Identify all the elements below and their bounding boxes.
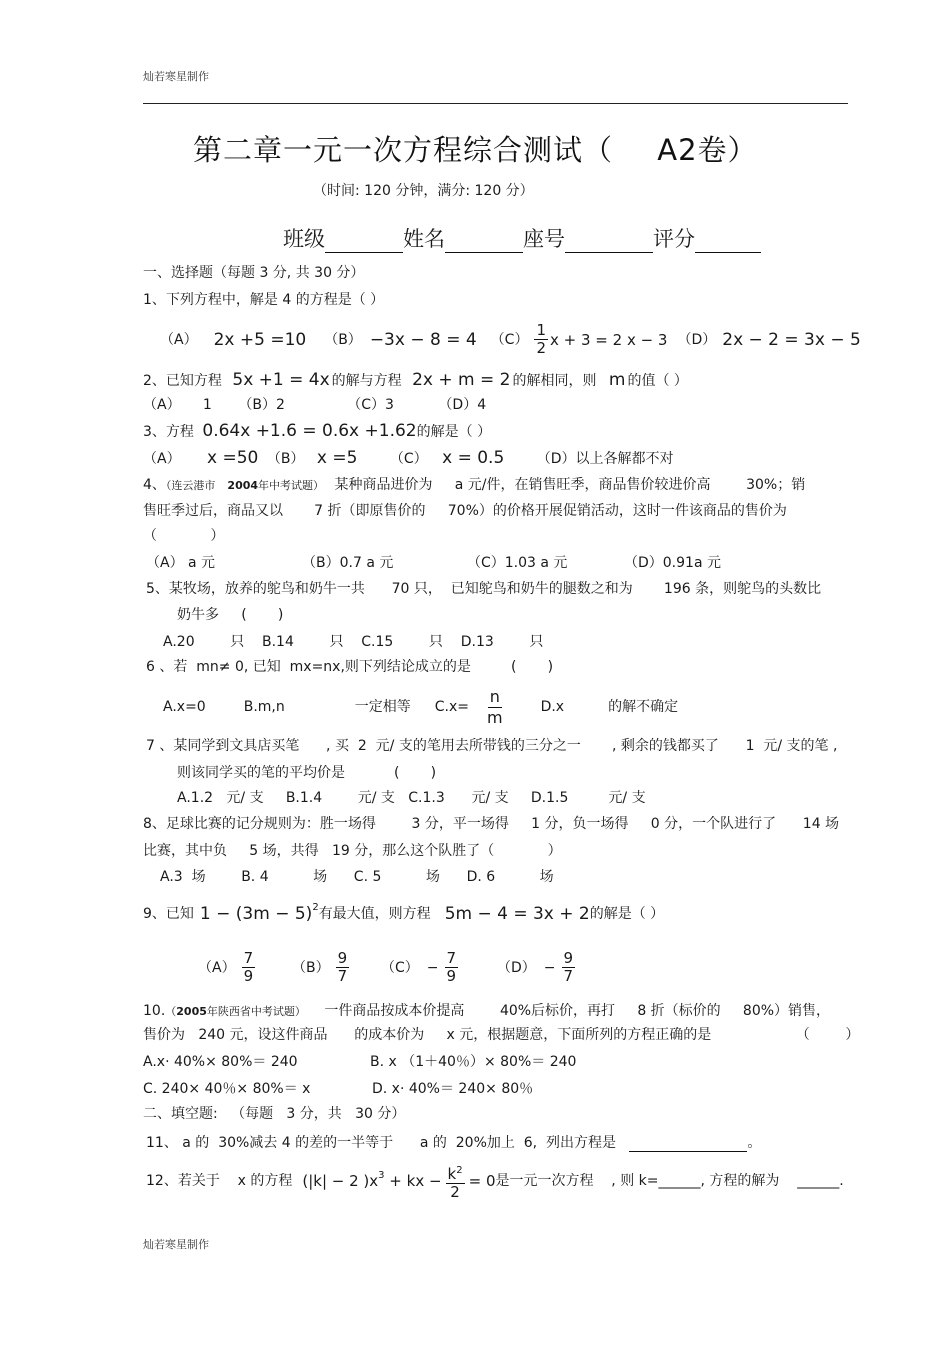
q12-expression-1: (|k| − 2 )x	[302, 1172, 379, 1190]
q3-b-label: （B）	[266, 451, 305, 467]
q10-option-a: A.x· 40%× 80%＝ 240	[143, 1054, 298, 1070]
q1-c-equation: x + 3 = 2 x − 3	[550, 330, 668, 349]
q6-option-d-text: 的解不确定	[608, 699, 679, 715]
q2-options: （A） 1 （B）2 （C）3 （D）4	[143, 397, 487, 413]
q1-c-denominator: 2	[536, 339, 546, 357]
q7-line-2: 则该同学买的笔的平均价是 ( )	[177, 765, 437, 781]
q1-d-equation: 2x − 2 = 3x − 5	[722, 329, 861, 350]
q12-text-1: 12、若关于 x 的方程	[146, 1173, 293, 1189]
q4-line-3: （ ）	[143, 528, 225, 544]
seat-label: 座号	[523, 227, 565, 251]
q10-source-2: 年陕西省中考试题）	[206, 1005, 306, 1018]
page-title	[193, 128, 758, 169]
q4-text-1: 某种商品进价为 a 元/件，在销售旺季，商品售价较进价高 30%；销	[334, 477, 806, 493]
q9-exponent: 2	[312, 902, 319, 913]
q4-source-year: 2004	[227, 479, 259, 492]
q3-c-value: x = 0.5	[442, 448, 505, 468]
q1-stem: 1、下列方程中，解是 4 的方程是（ ）	[143, 292, 385, 308]
q9-d-sign: −	[543, 959, 556, 976]
q12-numerator-exp: 2	[456, 1164, 463, 1176]
q1-b-label: （B）	[324, 331, 362, 348]
q9-c-fraction	[445, 950, 459, 985]
q11	[146, 1134, 761, 1152]
q10-text-1: 一件商品按成本价提高 40%后标价，再打 8 折（标价的 80%）销售，	[324, 1003, 831, 1019]
q3-text-2: 的解是（ ）	[416, 424, 492, 440]
q9-d-fraction	[562, 950, 576, 985]
q9-b-label: （B）	[292, 959, 330, 976]
q3-a-label: （A）	[143, 451, 181, 467]
q10-line-2: 售价为 240 元，设这件商品 的成本价为 x 元，根据题意，下面所列的方程正确的是 （ ）	[143, 1027, 860, 1043]
seat-blank[interactable]	[565, 232, 653, 253]
q4-option-a: （A） a 元	[146, 555, 216, 571]
q8-options: A.3 场 B. 4 场 C. 5 场 D. 6 场	[160, 869, 554, 885]
q9-b-numerator: 9	[337, 949, 348, 967]
section-heading-fill: 二、填空题: （每题 3 分，共 30 分）	[143, 1106, 406, 1122]
q4-option-d: （D）0.91a 元	[624, 555, 721, 571]
q9-stem	[143, 902, 665, 924]
q6-c-fraction	[485, 687, 505, 728]
q1-a-equation: 2x +5 =10	[213, 329, 307, 350]
header-maker: 灿若寒星制作	[143, 70, 209, 83]
q4-line-1	[143, 476, 805, 495]
q6-option-b: B.m,n	[243, 699, 285, 715]
q12-text-2: 是一元一次方程 , 则 k=______, 方程的解为 ______.	[495, 1173, 844, 1189]
q4-source: （连云港市	[165, 479, 216, 492]
q5-options: A.20 只 B.14 只 C.15 只 D.13 只	[163, 634, 544, 650]
q12-numerator-k: k	[447, 1164, 457, 1183]
q9-c-numerator: 7	[446, 949, 457, 967]
q12	[146, 1158, 844, 1204]
q10-option-b: B. x （1＋40％）× 80%＝ 240	[370, 1054, 577, 1070]
q3-b-value: x =5	[316, 448, 358, 468]
q2-text-4: 的值（ ）	[627, 373, 688, 389]
q9-option-b	[292, 950, 349, 985]
q2-text-2: 的解与方程	[331, 373, 402, 389]
class-label: 班级	[283, 227, 325, 251]
q9-option-d	[497, 950, 575, 985]
q9-option-a	[198, 950, 255, 985]
section-heading-choice: 一、选择题（每题 3 分, 共 30 分）	[143, 265, 365, 281]
q1-c-numerator: 1	[536, 321, 546, 339]
name-blank[interactable]	[445, 232, 523, 253]
q9-text-3: 的解是（ ）	[589, 906, 665, 922]
q5-line-2: 奶牛多 ( )	[177, 607, 284, 623]
q2-text-3: 的解相同，则	[512, 373, 597, 389]
page-title-tail: A2卷）	[657, 133, 758, 167]
q12-fraction	[446, 1162, 465, 1201]
q10-number: 10.	[143, 1003, 166, 1019]
q6-option-b-text: 一定相等	[354, 699, 411, 715]
q11-end: 。	[747, 1135, 762, 1151]
exam-meta: （时间: 120 分钟，满分: 120 分）	[313, 183, 534, 199]
q6-option-d: D.x	[540, 699, 565, 715]
q6-c-numerator: n	[489, 686, 500, 706]
q11-text: 11、 a 的 30%减去 4 的差的一半等于 a 的 20%加上 6, 列出方程是	[146, 1135, 630, 1151]
q10-option-c: C. 240× 40％× 80%＝ x	[143, 1081, 311, 1097]
q3-c-label: （C）	[389, 451, 428, 467]
q9-c-label: （C）	[381, 959, 419, 976]
class-blank[interactable]	[325, 232, 403, 253]
q9-b-denominator: 7	[337, 967, 348, 985]
q4-source-2: 年中考试题）	[258, 479, 325, 492]
q4-option-c: （C）1.03 a 元	[467, 555, 568, 571]
q1-a-label: （A）	[160, 331, 198, 348]
q9-d-label: （D）	[497, 959, 536, 976]
q2-equation-2: 2x + m = 2	[412, 370, 511, 390]
q8-line-2: 比赛，其中负 5 场，共得 19 分，那么这个队胜了（ ）	[143, 843, 562, 859]
q1-options	[160, 322, 861, 357]
q1-b-equation: −3x − 8 = 4	[369, 329, 477, 350]
q4-number: 4、	[143, 477, 166, 493]
page-title-main: 第二章一元一次方程综合测试（	[193, 133, 614, 167]
q3-a-value: x =50	[207, 448, 259, 468]
q12-denominator: 2	[450, 1182, 460, 1201]
q2-equation-1: 5x +1 = 4x	[232, 370, 330, 390]
q9-c-sign: −	[426, 959, 439, 976]
q9-a-label: （A）	[198, 959, 236, 976]
score-label: 评分	[653, 227, 695, 251]
q2-text-1: 2、已知方程	[143, 373, 222, 389]
q9-d-denominator: 7	[563, 967, 574, 985]
q9-b-fraction	[336, 950, 350, 985]
q9-a-fraction	[242, 950, 256, 985]
q12-expression-3: = 0	[468, 1172, 496, 1190]
q10-line-1	[143, 1002, 830, 1021]
q3-d-option: （D）以上各解都不对	[536, 451, 674, 467]
q7-options: A.1.2 元/ 支 B.1.4 元/ 支 C.1.3 元/ 支 D.1.5 元/ 支	[177, 790, 646, 806]
q9-equation: 5m − 4 = 3x + 2	[444, 904, 590, 924]
q12-expression-2: + kx −	[384, 1172, 442, 1190]
q12-numerator	[446, 1162, 465, 1184]
q9-expression: 1 − (3m − 5)	[199, 904, 313, 924]
q10-option-d: D. x· 40%＝ 240× 80％	[372, 1081, 534, 1097]
q6-stem: 6 、若 mn≠ 0, 已知 mx=nx,则下列结论成立的是 ( )	[146, 659, 554, 675]
q1-c-fraction	[534, 322, 548, 357]
q9-a-denominator: 9	[243, 967, 254, 985]
q1-d-label: （D）	[677, 331, 717, 348]
q11-answer-blank[interactable]	[629, 1135, 747, 1152]
q9-option-c	[381, 950, 458, 985]
q6-options	[163, 686, 678, 728]
q9-text-2: 有最大值，则方程	[318, 906, 431, 922]
q2-stem	[143, 371, 688, 390]
score-blank[interactable]	[695, 232, 761, 253]
q4-line-2: 售旺季过后，商品又以 7 折（即原售价的 70%）的价格开展促销活动，这时一件该商品的售价为	[143, 503, 787, 519]
q9-a-numerator: 7	[243, 949, 254, 967]
q9-c-denominator: 9	[446, 967, 457, 985]
header-rule	[143, 103, 848, 104]
q3-text-1: 3、方程	[143, 424, 194, 440]
q6-option-c: C.x=	[434, 699, 469, 715]
q9-text-1: 9、已知	[143, 906, 194, 922]
q3-equation: 0.64x +1.6 = 0.6x +1.62	[202, 421, 417, 441]
q5-line-1: 5、某牧场，放养的鸵鸟和奶牛一共 70 只， 已知鸵鸟和奶牛的腿数之和为 196 条，则鸵鸟的头数比	[146, 581, 822, 597]
q10-source: （	[165, 1005, 177, 1018]
q7-line-1: 7 、某同学到文具店买笔 , 买 2 元/ 支的笔用去所带钱的三分之一 , 剩余的钱都买了 1 元/ 支的笔 ,	[146, 738, 838, 754]
footer-maker: 灿若寒星制作	[143, 1238, 209, 1251]
q3-options	[143, 449, 674, 468]
q8-line-1: 8、足球比赛的记分规则为：胜一场得 3 分，平一场得 1 分，负一场得 0 分，一个队进行了 14 场	[143, 816, 840, 832]
student-info-line	[283, 223, 761, 253]
q10-source-year: 2005	[176, 1005, 207, 1018]
q12-exponent: 3	[378, 1170, 385, 1181]
name-label: 姓名	[403, 227, 445, 251]
q2-variable: m	[608, 370, 626, 390]
q1-c-label: （C）	[490, 331, 529, 348]
q4-option-b: （B）0.7 a 元	[302, 555, 394, 571]
q6-c-denominator: m	[486, 707, 503, 727]
q9-d-numerator: 9	[563, 949, 574, 967]
q3-stem	[143, 422, 491, 441]
q6-option-a: A.x=0	[163, 699, 206, 715]
